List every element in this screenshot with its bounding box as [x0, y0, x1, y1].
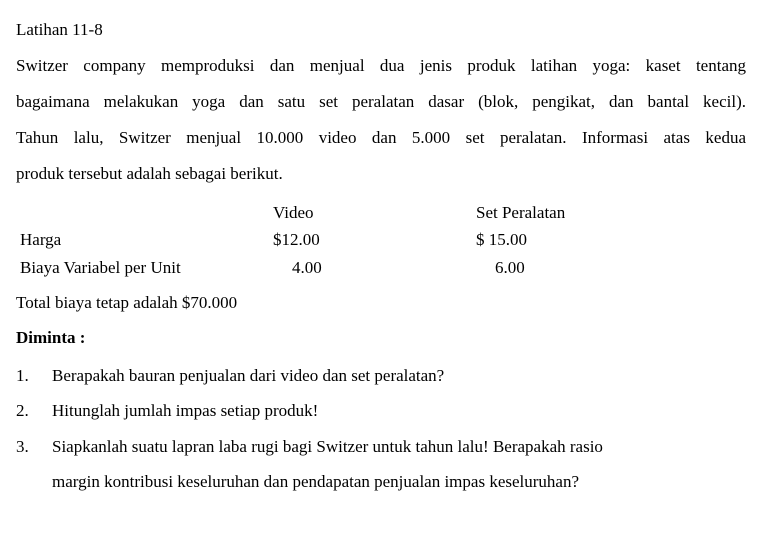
question-text: Hitunglah jumlah impas setiap produk!: [52, 401, 319, 420]
question-number: 1.: [16, 366, 29, 385]
header-video: Video: [273, 203, 314, 222]
cell-harga-video: $12.00: [273, 230, 320, 249]
cell-biaya-video: 4.00: [292, 258, 322, 277]
cell-biaya-set: 6.00: [495, 258, 525, 277]
question-text-continued: margin kontribusi keseluruhan dan pendapatan penjualan impas keseluruhan?: [52, 472, 579, 491]
exercise-title: Latihan 11-8: [16, 20, 103, 39]
question-number: 3.: [16, 437, 29, 456]
row-label-harga: Harga: [20, 230, 62, 249]
fixed-cost-text: Total biaya tetap adalah $70.000: [16, 293, 238, 312]
diminta-heading: Diminta :: [16, 328, 86, 347]
question-text: Siapkanlah suatu lapran laba rugi bagi Switzer untuk tahun lalu! Berapakah rasio: [52, 437, 603, 456]
problem-paragraph: [16, 48, 746, 192]
paragraph-line: Switzer company memproduksi dan menjual dua jenis produk latihan yoga: kaset tentang: [16, 56, 746, 75]
paragraph-line: bagaimana melakukan yoga dan satu set peralatan dasar (blok, pengikat, dan bantal kecil).: [16, 92, 746, 111]
row-label-biaya-variabel: Biaya Variabel per Unit: [20, 258, 181, 277]
question-number: 2.: [16, 401, 29, 420]
paragraph-line: Tahun lalu, Switzer menjual 10.000 video dan 5.000 set peralatan. Informasi atas kedua: [16, 128, 746, 147]
cell-harga-set: $ 15.00: [476, 230, 527, 249]
header-set-peralatan: Set Peralatan: [476, 203, 566, 222]
paragraph-line: produk tersebut adalah sebagai berikut.: [16, 164, 283, 183]
question-text: Berapakah bauran penjualan dari video dan set peralatan?: [52, 366, 445, 385]
